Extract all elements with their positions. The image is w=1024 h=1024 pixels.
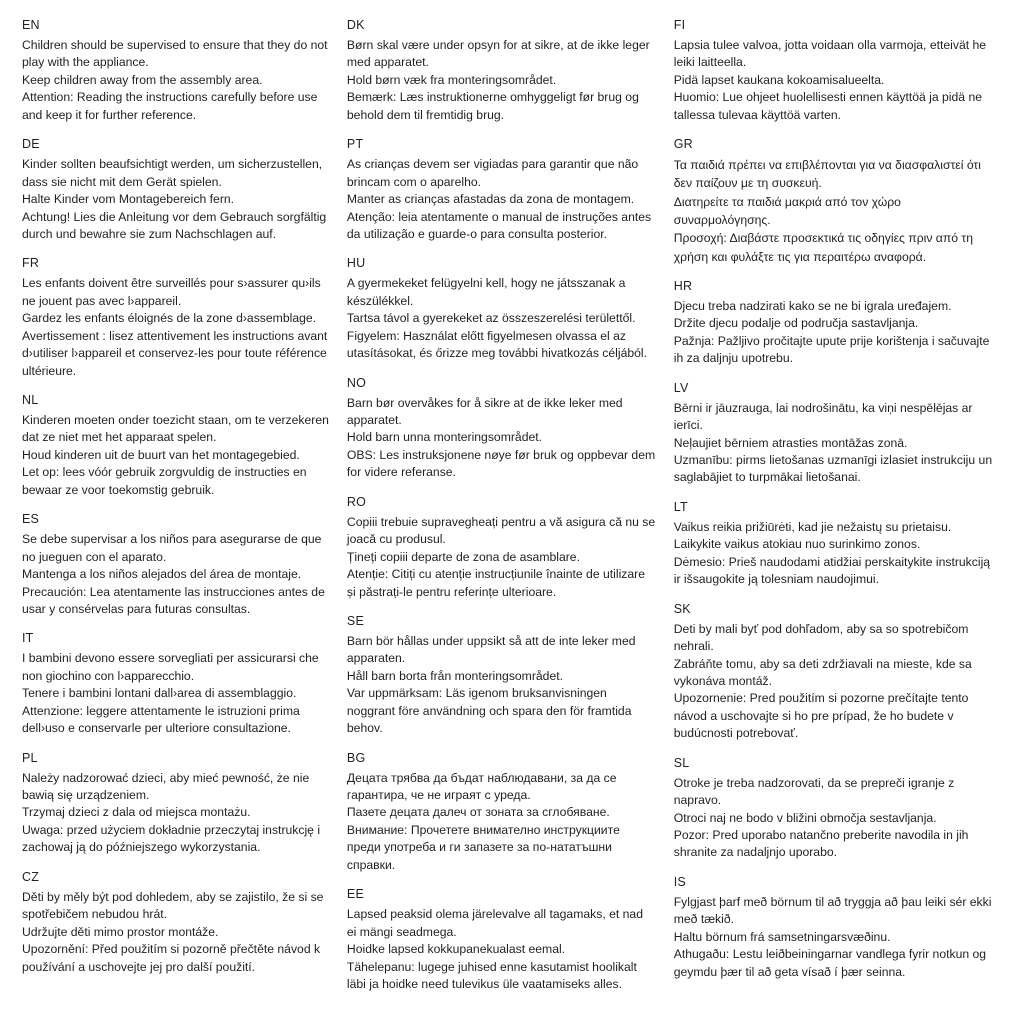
- warning-line: Håll barn borta från monteringsområdet.: [346, 668, 564, 683]
- warning-line: A gyermekeket felügyelni kell, hogy ne játsszanak a készülékkel.: [346, 276, 626, 308]
- warning-line: I bambini devono essere sorvegliati per assicurarsi che non giochino con l›apparecchio.: [22, 651, 319, 683]
- language-block-it: [22, 631, 329, 737]
- warning-line: Hold barn unna monteringsområdet.: [346, 430, 543, 445]
- warning-text: [674, 400, 998, 487]
- warning-line: Децата трябва да бъдат наблюдавани, за да се гарантира, че не играят с уреда.: [346, 770, 617, 802]
- warning-line: Les enfants doivent être surveillés pour s›assurer qu›ils ne jouent pas avec l›appareil.: [22, 276, 321, 308]
- warning-text: [22, 531, 329, 618]
- warning-line: Attention: Reading the instructions carefully before use and keep it for further reference.: [22, 90, 318, 122]
- language-block-en: [22, 18, 329, 124]
- warning-line: Držite djecu podalje od područja sastavljanja.: [673, 316, 919, 331]
- language-block-fi: [674, 18, 998, 124]
- warning-line: Figyelem: Használat előtt figyelmesen olvassa el az utasításokat, és őrizze meg további hivatkozás céljából.: [346, 328, 648, 361]
- language-block-lt: [674, 500, 998, 589]
- language-block-sk: [674, 602, 998, 743]
- language-code: RO: [346, 494, 367, 509]
- warning-line: Pažnja: Pažljivo pročitajte upute prije korištenja i sačuvajte ih za daljnju upotrebu.: [673, 333, 990, 366]
- warning-text: [347, 395, 656, 482]
- warning-text: [347, 156, 656, 243]
- warning-line: Manter as crianças afastadas da zona de montagem.: [346, 192, 635, 207]
- language-code: NO: [346, 375, 367, 390]
- language-block-de: [22, 137, 329, 243]
- warning-line: Bērni ir jāuzrauga, lai nodrošinātu, ka viņi nespēlējas ar ierīci.: [673, 400, 973, 433]
- warning-text: [22, 889, 329, 976]
- warning-line: Pidä lapset kaukana kokoamisalueelta.: [673, 72, 885, 87]
- warning-line: Atenție: Citiți cu atenție instrucțiunile înainte de utilizare și păstrați-le pentru referințe ulterioare.: [346, 567, 645, 599]
- warning-text: [674, 519, 998, 589]
- warning-text: [22, 650, 329, 737]
- language-code: FI: [673, 18, 686, 32]
- language-block-cz: [22, 870, 329, 976]
- warning-line: Gardez les enfants éloignés de la zone d›assemblage.: [22, 311, 317, 326]
- language-code: ES: [22, 512, 40, 527]
- warning-line: Děti by měly být pod dohledem, aby se zajistilo, že si se spotřebičem nebudou hrát.: [22, 889, 324, 922]
- language-code: PL: [22, 750, 38, 765]
- warning-line: Προσοχή: Διαβάστε προσεκτικά τις οδηγίες πριν από τη χρήση και φυλάξτε τις για περαιτέρω αναφορά.: [673, 231, 974, 264]
- warning-line: Tenere i bambini lontani dall›area di assemblaggio.: [22, 686, 297, 701]
- language-block-no: [347, 376, 656, 482]
- warning-line: Houd kinderen uit de buurt van het montagegebied.: [22, 447, 300, 462]
- warning-text: [347, 906, 656, 993]
- warning-line: Udržujte děti mimo prostor montáže.: [22, 924, 219, 939]
- warning-line: Kinderen moeten onder toezicht staan, om te verzekeren dat ze niet met het apparaat spelen.: [22, 413, 329, 445]
- warning-line: Upozornenie: Pred použitím si pozorne prečítajte tento návod a uschovajte si ho pre prípad, že ho budete v budúcnosti potrebovať.: [673, 691, 969, 741]
- warning-line: Lapsia tulee valvoa, jotta voidaan olla varmoja, etteivät he leiki laitteella.: [673, 38, 987, 70]
- warning-line: Athugaðu: Lestu leiðbeiningarnar vandlega fyrir notkun og geymdu þær til að geta vísað í þær seinna.: [673, 947, 987, 979]
- warning-line: Otroci naj ne bodo v bližini območja sestavljanja.: [673, 810, 937, 825]
- warning-line: Țineți copiii departe de zona de asamblare.: [346, 549, 580, 564]
- warning-text: [347, 37, 656, 124]
- language-code: DE: [22, 137, 40, 152]
- language-code: SE: [346, 613, 364, 628]
- warning-line: Børn skal være under opsyn for at sikre, at de ikke leger med apparatet.: [346, 38, 650, 70]
- warning-line: Tartsa távol a gyerekeket az összeszerelési területtől.: [346, 311, 636, 326]
- warning-text: [347, 514, 656, 601]
- warning-line: Uwaga: przed użyciem dokładnie przeczytaj instrukcję i zachowaj ją do późniejszego wykorzystania.: [22, 822, 321, 855]
- warning-line: Lapsed peaksid olema järelevalve all tagamaks, et nad ei mängi seadmega.: [346, 907, 643, 939]
- warning-text: [22, 275, 329, 380]
- warning-line: Tähelepanu: lugege juhised enne kasutamist hoolikalt läbi ja hoidke need tulevikus üle vaatamiseks alles.: [346, 959, 637, 991]
- warning-line: Children should be supervised to ensure that they do not play with the appliance.: [22, 38, 328, 70]
- warning-text: [674, 156, 998, 266]
- warning-text: [674, 298, 998, 368]
- language-block-dk: [347, 18, 656, 124]
- language-block-ro: [347, 495, 656, 601]
- language-code: CZ: [22, 869, 40, 884]
- warning-line: Achtung! Lies die Anleitung vor dem Gebrauch sorgfältig durch und bewahre sie zum Nachschlagen auf.: [22, 209, 327, 241]
- warning-line: Fylgjast þarf með börnum til að tryggja að þau leiki sér ekki með tækið.: [673, 894, 992, 927]
- language-block-se: [347, 614, 656, 738]
- language-block-hr: [674, 279, 998, 368]
- language-code: SK: [673, 601, 691, 616]
- warning-line: Let op: lees vóór gebruik zorgvuldig de instructies en bewaar ze voor toekomstig gebruik.: [22, 465, 307, 497]
- language-block-gr: [674, 137, 998, 266]
- language-code: FR: [22, 256, 40, 271]
- warning-line: Barn bør overvåkes for å sikre at de ikke leker med apparatet.: [346, 395, 623, 427]
- language-block-is: [674, 875, 998, 981]
- language-column-2: [347, 18, 674, 1006]
- language-block-pl: [22, 751, 329, 857]
- language-code: LT: [673, 499, 688, 514]
- language-block-pt: [347, 137, 656, 243]
- warning-line: Huomio: Lue ohjeet huolellisesti ennen käyttöä ja pidä ne tallessa tulevaa käyttöä varten.: [673, 90, 983, 122]
- language-block-ee: [347, 887, 656, 993]
- warning-text: [22, 37, 329, 124]
- language-block-fr: [22, 256, 329, 380]
- warning-line: Otroke je treba nadzorovati, da se prepreči igranje z napravo.: [673, 775, 955, 808]
- warning-line: OBS: Les instruksjonene nøye før bruk og oppbevar dem for videre referanse.: [346, 447, 656, 480]
- language-block-bg: [347, 751, 656, 875]
- warning-line: Uzmanību: pirms lietošanas uzmanīgi izlasiet instrukciju un saglabājiet to turpmākai lietošanai.: [673, 453, 993, 485]
- warning-line: Halte Kinder vom Montagebereich fern.: [22, 192, 235, 207]
- warning-line: Пазете децата далеч от зоната за сглобяване.: [346, 805, 610, 820]
- language-code: DK: [346, 18, 365, 32]
- warning-line: Bemærk: Læs instruktionerne omhyggeligt før brug og behold dem til fremtidig brug.: [346, 90, 639, 122]
- warning-line: Τα παιδιά πρέπει να επιβλέπονται για να διασφαλιστεί ότι δεν παίζουν με τη συσκευή.: [673, 158, 981, 191]
- warning-text: [22, 770, 329, 857]
- language-code: EE: [346, 887, 364, 902]
- warning-line: Keep children away from the assembly area.: [22, 72, 263, 87]
- warning-line: Var uppmärksam: Läs igenom bruksanvisningen noggrant före användning och spara den för framtida behov.: [346, 686, 632, 736]
- warning-text: [22, 156, 329, 243]
- warning-line: Trzymaj dzieci z dala od miejsca montażu.: [22, 805, 251, 820]
- warning-line: Attenzione: leggere attentamente le istruzioni prima dell›uso e conservarle per ulteriore consultazione.: [22, 703, 300, 736]
- language-code: SL: [673, 755, 690, 770]
- warning-text: [674, 37, 998, 124]
- language-code: LV: [673, 380, 689, 395]
- warning-line: Se debe supervisar a los niños para asegurarse de que no jueguen con el aparato.: [22, 532, 322, 564]
- warning-line: Dėmesio: Prieš naudodami atidžiai perskaitykite instrukciją ir išsaugokite ją tolesniam naudojimui.: [673, 554, 991, 587]
- warning-text: [674, 775, 998, 862]
- warning-line: Djecu treba nadzirati kako se ne bi igrala uređajem.: [673, 298, 952, 313]
- warning-line: Atenção: leia atentamente o manual de instruções antes da utilização e guarde-o para consulta posterior.: [346, 209, 652, 241]
- language-code: EN: [22, 18, 40, 32]
- language-block-es: [22, 512, 329, 618]
- warning-line: Deti by mali byť pod dohľadom, aby sa so spotrebičom nehrali.: [673, 621, 969, 654]
- warning-line: Barn bör hållas under uppsikt så att de inte leker med apparaten.: [346, 633, 636, 666]
- warning-line: As crianças devem ser vigiadas para garantir que não brincam com o aparelho.: [346, 157, 639, 189]
- language-code: IT: [22, 631, 34, 646]
- warning-text: [22, 412, 329, 499]
- language-code: HR: [673, 278, 693, 293]
- warning-line: Внимание: Прочетете внимателно инструкциите преди употреба и ги запазете за по-нататъшни справки.: [346, 822, 620, 872]
- warning-line: Avertissement : lisez attentivement les instructions avant d›utiliser l›appareil et conservez-les pour toute référence ultérieure.: [22, 328, 328, 378]
- warning-line: Neļaujiet bērniem atrasties montāžas zonā.: [673, 435, 908, 450]
- warning-text: [674, 621, 998, 743]
- language-code: GR: [673, 137, 693, 152]
- warning-line: Pozor: Pred uporabo natančno preberite navodila in jih shranite za nadaljnjo uporabo.: [673, 828, 969, 860]
- warning-line: Laikykite vaikus atokiau nuo surinkimo zonos.: [673, 537, 921, 552]
- language-column-1: [22, 18, 347, 989]
- warning-line: Copiii trebuie supravegheați pentru a vă asigura că nu se joacă cu produsul.: [346, 514, 656, 547]
- language-block-lv: [674, 381, 998, 487]
- language-code: BG: [346, 750, 366, 765]
- warning-line: Διατηρείτε τα παιδιά μακριά από τον χώρο συναρμολόγησης.: [673, 194, 901, 228]
- language-block-sl: [674, 756, 998, 862]
- warning-line: Należy nadzorować dzieci, aby mieć pewność, że nie bawią się urządzeniem.: [22, 770, 310, 802]
- warning-line: Kinder sollten beaufsichtigt werden, um sicherzustellen, dass sie nicht mit dem Gerät spielen.: [22, 157, 323, 189]
- warning-line: Haltu börnum frá samsetningarsvæðinu.: [673, 929, 891, 944]
- language-code: HU: [346, 256, 366, 271]
- language-code: NL: [22, 393, 39, 407]
- language-code: PT: [346, 137, 364, 152]
- language-block-hu: [347, 256, 656, 362]
- language-code: IS: [673, 874, 686, 889]
- warning-line: Precaución: Lea atentamente las instrucciones antes de usar y consérvelas para futuras consultas.: [22, 584, 325, 616]
- language-block-nl: [22, 393, 329, 499]
- warning-line: Upozornění: Před použitím si pozorně přečtěte návod k používání a uschovejte jej pro další použití.: [22, 942, 321, 974]
- warning-line: Mantenga a los niños alejados del área de montaje.: [22, 567, 302, 582]
- warning-line: Zabráňte tomu, aby sa deti zdržiavali na mieste, kde sa vykonáva montáž.: [673, 656, 972, 688]
- warning-text: [674, 894, 998, 981]
- warning-text: [347, 770, 656, 875]
- warning-line: Hoidke lapsed kokkupanekualast eemal.: [346, 942, 566, 957]
- language-column-3: [674, 18, 1002, 994]
- warning-line: Vaikus reikia prižiūrėti, kad jie nežaistų su prietaisu.: [673, 519, 952, 534]
- warning-line: Hold børn væk fra monteringsområdet.: [346, 72, 557, 87]
- warning-text: [347, 275, 656, 362]
- warning-text: [347, 633, 656, 738]
